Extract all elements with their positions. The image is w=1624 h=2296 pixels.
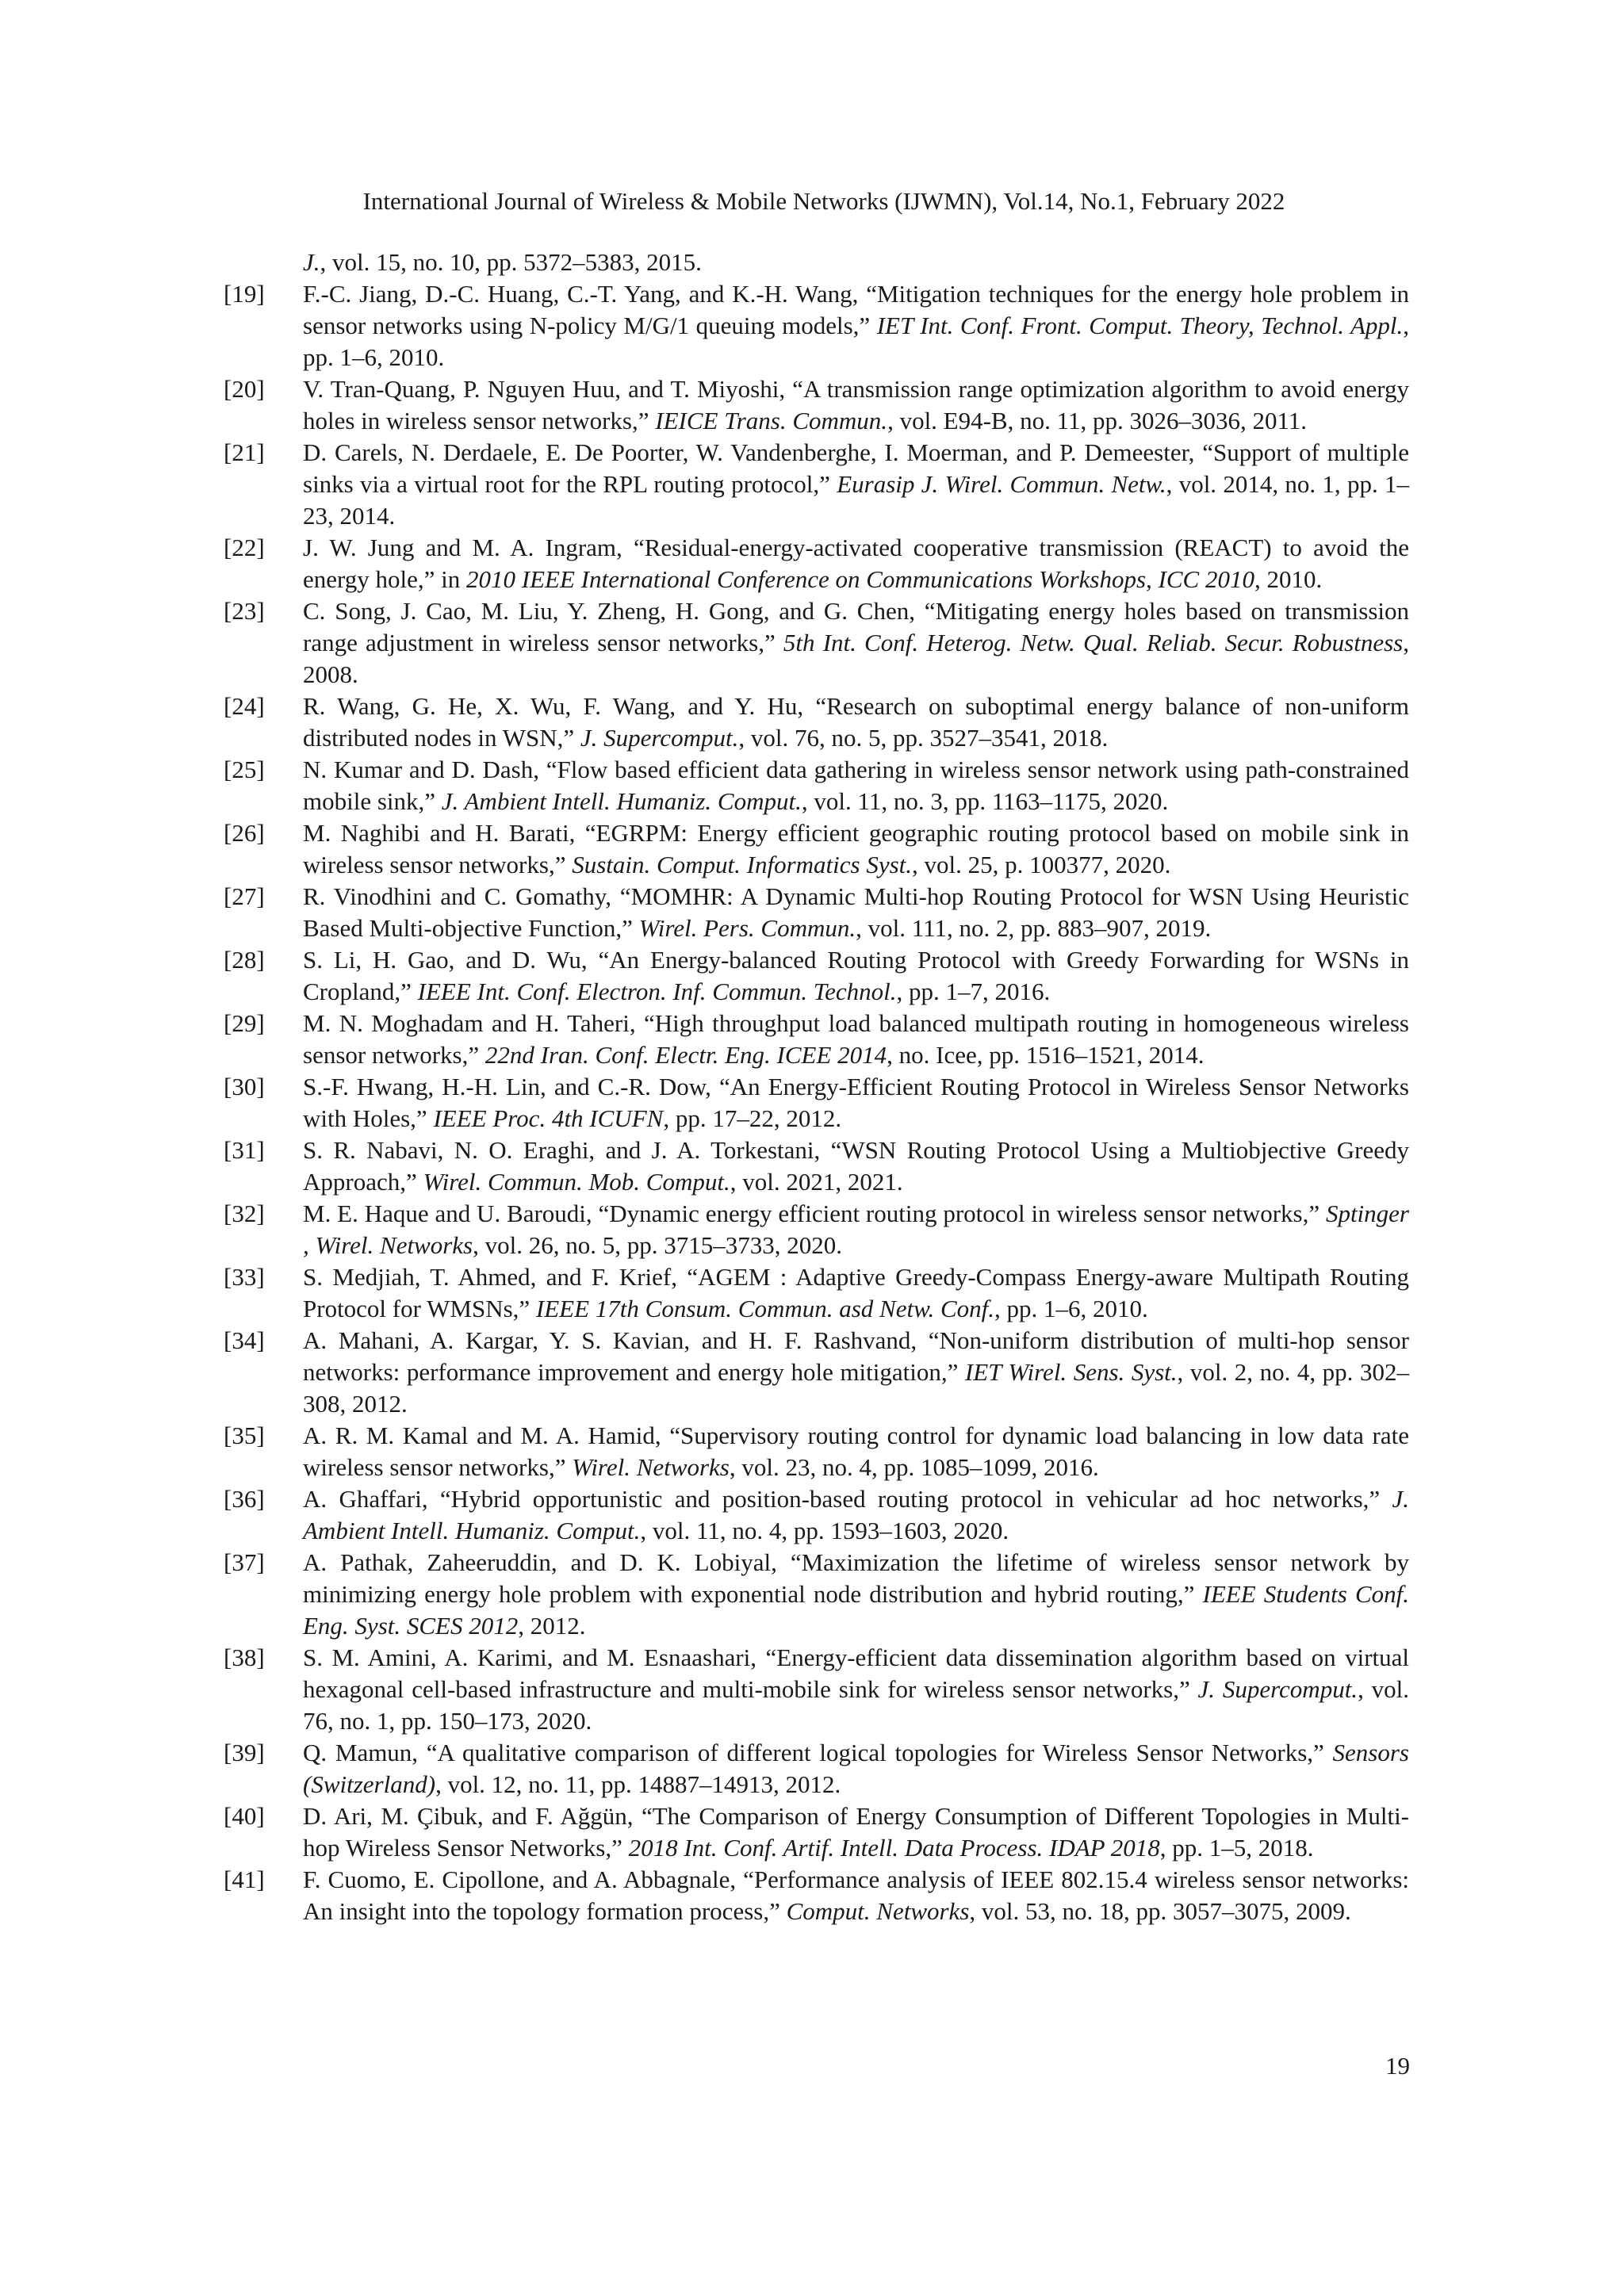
reference-number: [22] [224,534,265,561]
reference-body [303,691,1409,754]
reference-text: , pp. 1–6, 2010. [303,312,1409,371]
reference-body [303,532,1409,595]
reference-venue: 2018 Int. Conf. Artif. Intell. Data Process. IDAP 2018 [628,1834,1160,1862]
reference-text: S. R. Nabavi, N. O. Eraghi, and J. A. Torkestani, “WSN Routing Protocol Using a Multiobjective Greedy Approach,” [303,1136,1409,1196]
reference-text: , vol. 111, no. 2, pp. 883–907, 2019. [856,914,1212,942]
reference-venue: J. Supercomput. [580,724,739,752]
reference-item [224,881,1409,944]
reference-body [303,1008,1409,1071]
reference-number: [39] [224,1739,265,1766]
reference-item [224,1261,1409,1325]
reference-text: F.-C. Jiang, D.-C. Huang, C.-T. Yang, and K.-H. Wang, “Mitigation techniques for the energy hole problem in sensor networks using N-policy M/G/1 queuing models,” [303,280,1409,339]
reference-body [303,944,1409,1008]
reference-number: [34] [224,1326,265,1354]
reference-number: [29] [224,1009,265,1037]
reference-venue: IEEE Int. Conf. Electron. Inf. Commun. Technol. [417,978,897,1005]
reference-text: J. W. Jung and M. A. Ingram, “Residual-energy-activated cooperative transmission (REACT) to avoid the energy hole,” in [303,534,1409,593]
reference-body [303,278,1409,373]
reference-text: V. Tran-Quang, P. Nguyen Huu, and T. Miyoshi, “A transmission range optimization algorithm to avoid energy holes in wireless sensor networks,” [303,375,1409,434]
reference-item [224,1008,1409,1071]
reference-body [303,595,1409,691]
reference-venue: IET Int. Conf. Front. Comput. Theory, Technol. Appl. [876,312,1404,339]
reference-text: , no. Icee, pp. 1516–1521, 2014. [887,1041,1205,1069]
reference-body [303,881,1409,944]
reference-text: D. Ari, M. Çibuk, and F. Ağgün, “The Comparison of Energy Consumption of Different Topologies in Multi-hop Wireless Sensor Networks,” [303,1802,1409,1862]
reference-number: [31] [224,1136,265,1164]
reference-body [303,1483,1409,1547]
reference-venue: 2010 IEEE International Conference on Communications Workshops, ICC 2010 [466,565,1254,593]
reference-item [224,754,1409,817]
reference-text: S. Medjiah, T. Ahmed, and F. Krief, “AGEM : Adaptive Greedy-Compass Energy-aware Multipath Routing Protocol for WMSNs,” [303,1263,1409,1322]
reference-number: [35] [224,1422,265,1449]
reference-text: , vol. 12, no. 11, pp. 14887–14913, 2012. [435,1770,841,1798]
reference-text: M. E. Haque and U. Baroudi, “Dynamic energy efficient routing protocol in wireless sensor networks,” [303,1200,1326,1227]
reference-number: [27] [224,882,265,910]
reference-item [224,373,1409,437]
reference-number: [38] [224,1644,265,1671]
reference-body [303,1547,1409,1642]
reference-venue: Eurasip J. Wirel. Commun. Netw. [837,470,1166,498]
reference-text: , vol. 23, no. 4, pp. 1085–1099, 2016. [729,1453,1099,1481]
reference-item [224,1800,1409,1864]
reference-body [303,1071,1409,1135]
reference-venue: Sptinger , Wirel. Networks [303,1200,1409,1259]
reference-text: A. Ghaffari, “Hybrid opportunistic and position-based routing protocol in vehicular ad hoc networks,” [303,1485,1392,1513]
reference-item [224,1864,1409,1927]
reference-body [303,817,1409,881]
reference-number: [26] [224,819,265,847]
reference-text: S. M. Amini, A. Karimi, and M. Esnaashari, “Energy-efficient data dissemination algorithm based on virtual hexagonal cell-based infrastructure and multi-mobile sink for wireless sensor networks,” [303,1644,1409,1703]
reference-item [224,1642,1409,1737]
reference-text: M. N. Moghadam and H. Taheri, “High throughput load balanced multipath routing in homogeneous wireless sensor networks,” [303,1009,1409,1069]
reference-body [303,1420,1409,1483]
reference-text: , vol. E94-B, no. 11, pp. 3026–3036, 2011. [887,407,1308,434]
reference-text: S.-F. Hwang, H.-H. Lin, and C.-R. Dow, “An Energy-Efficient Routing Protocol in Wireless Sensor Networks with Holes,” [303,1073,1409,1132]
reference-number: [32] [224,1200,265,1227]
reference-venue: J. Supercomput. [1197,1675,1358,1703]
reference-text: C. Song, J. Cao, M. Liu, Y. Zheng, H. Gong, and G. Chen, “Mitigating energy holes based on transmission range adjustment in wireless sensor networks,” [303,597,1409,656]
reference-body [303,1198,1409,1261]
reference-number: [36] [224,1485,265,1513]
reference-text: , vol. 11, no. 3, pp. 1163–1175, 2020. [801,787,1169,815]
reference-venue: 5th Int. Conf. Heterog. Netw. Qual. Reliab. Secur. Robustness [783,629,1404,656]
reference-body [303,754,1409,817]
reference-number: [23] [224,597,265,625]
page-number: 19 [1385,2052,1410,2080]
reference-item [224,595,1409,691]
reference-venue: IEEE Students Conf. Eng. Syst. SCES 2012 [303,1580,1409,1640]
reference-body [303,1864,1409,1927]
reference-venue: IET Wirel. Sens. Syst. [964,1358,1178,1386]
reference-number: [40] [224,1802,265,1830]
reference-body [303,373,1409,437]
reference-text: , vol. 15, no. 10, pp. 5372–5383, 2015. [320,248,702,276]
reference-venue: Wirel. Commun. Mob. Comput. [423,1168,730,1196]
reference-text: , 2010. [1254,565,1323,593]
reference-text: , vol. 11, no. 4, pp. 1593–1603, 2020. [640,1517,1009,1544]
reference-text: , vol. 26, no. 5, pp. 3715–3733, 2020. [473,1231,842,1259]
reference-text: S. Li, H. Gao, and D. Wu, “An Energy-balanced Routing Protocol with Greedy Forwarding for WSNs in Cropland,” [303,946,1409,1005]
reference-text: , pp. 1–6, 2010. [994,1295,1148,1322]
reference-number: [33] [224,1263,265,1291]
reference-number: [41] [224,1866,265,1893]
reference-item [224,944,1409,1008]
reference-item [224,1325,1409,1420]
reference-text: , pp. 17–22, 2012. [663,1104,842,1132]
reference-body [303,1261,1409,1325]
reference-text: , 2012. [518,1612,586,1640]
reference-number: [20] [224,375,265,403]
reference-text: , pp. 1–7, 2016. [896,978,1051,1005]
reference-venue: IEICE Trans. Commun. [655,407,888,434]
reference-item [224,278,1409,373]
reference-venue: 22nd Iran. Conf. Electr. Eng. ICEE 2014 [485,1041,887,1069]
reference-text: A. R. M. Kamal and M. A. Hamid, “Supervisory routing control for dynamic load balancing in low data rate wireless sensor networks,” [303,1422,1409,1481]
reference-item [224,1198,1409,1261]
reference-item [224,691,1409,754]
reference-number: [30] [224,1073,265,1100]
reference-body [303,1642,1409,1737]
reference-text: R. Vinodhini and C. Gomathy, “MOMHR: A Dynamic Multi-hop Routing Protocol for WSN Using Heuristic Based Multi-objective Function,” [303,882,1409,942]
reference-venue: Sensors (Switzerland) [303,1739,1409,1798]
reference-number: [28] [224,946,265,974]
reference-venue: Comput. Networks [786,1897,970,1925]
reference-text: D. Carels, N. Derdaele, E. De Poorter, W. Vandenberghe, I. Moerman, and P. Demeester, “Support of multiple sinks via a virtual root for the RPL routing protocol,” [303,438,1409,498]
reference-venue: IEEE Proc. 4th ICUFN [433,1104,664,1132]
reference-text: R. Wang, G. He, X. Wu, F. Wang, and Y. Hu, “Research on suboptimal energy balance of non-uniform distributed nodes in WSN,” [303,692,1409,752]
reference-venue: Wirel. Pers. Commun. [638,914,856,942]
reference-item [224,532,1409,595]
reference-text: M. Naghibi and H. Barati, “EGRPM: Energy efficient geographic routing protocol based on mobile sink in wireless sensor networks,” [303,819,1409,878]
reference-list [224,247,1409,1927]
reference-venue: J. [303,248,320,276]
reference-text: F. Cuomo, E. Cipollone, and A. Abbagnale, “Performance analysis of IEEE 802.15.4 wireless sensor networks: An insight into the topology formation process,” [303,1866,1409,1925]
reference-text: , vol. 76, no. 1, pp. 150–173, 2020. [303,1675,1409,1735]
reference-text: , vol. 2, no. 4, pp. 302–308, 2012. [303,1358,1409,1418]
reference-text: , vol. 53, no. 18, pp. 3057–3075, 2009. [969,1897,1351,1925]
reference-text: , 2008. [303,629,1409,688]
running-header: International Journal of Wireless & Mobile Networks (IJWMN), Vol.14, No.1, February 2022 [362,187,1285,215]
reference-venue: J. Ambient Intell. Humaniz. Comput. [303,1485,1409,1544]
reference-text: , vol. 2014, no. 1, pp. 1–23, 2014. [303,470,1409,530]
reference-item [224,1737,1409,1800]
reference-text: , vol. 76, no. 5, pp. 3527–3541, 2018. [738,724,1109,752]
reference-venue: J. Ambient Intell. Humaniz. Comput. [441,787,802,815]
reference-item [224,1071,1409,1135]
reference-text: , pp. 1–5, 2018. [1159,1834,1314,1862]
reference-item [224,1420,1409,1483]
reference-body [303,1325,1409,1420]
reference-body [303,1737,1409,1800]
reference-venue: Sustain. Comput. Informatics Syst. [572,851,913,878]
reference-number: [25] [224,756,265,783]
reference-text: A. Mahani, A. Kargar, Y. S. Kavian, and H. F. Rashvand, “Non-uniform distribution of multi-hop sensor networks: performance improvement and energy hole mitigation,” [303,1326,1409,1386]
reference-text: Q. Mamun, “A qualitative comparison of different logical topologies for Wireless Sensor Networks,” [303,1739,1333,1766]
reference-text: , vol. 25, p. 100377, 2020. [912,851,1171,878]
reference-item [224,817,1409,881]
reference-number: [21] [224,438,265,466]
reference-item [224,1135,1409,1198]
reference-body [303,437,1409,532]
reference-number: [24] [224,692,265,720]
reference-body [303,1135,1409,1198]
reference-venue: IEEE 17th Consum. Commun. asd Netw. Conf. [535,1295,995,1322]
reference-item [224,1483,1409,1547]
reference-venue: Wirel. Networks [572,1453,730,1481]
reference-number: [19] [224,280,265,308]
reference-text: N. Kumar and D. Dash, “Flow based efficient data gathering in wireless sensor network using path-constrained mobile sink,” [303,756,1409,815]
reference-continuation [224,247,1409,278]
reference-text: , vol. 2021, 2021. [730,1168,903,1196]
reference-item [224,437,1409,532]
reference-body [303,1800,1409,1864]
reference-item [224,1547,1409,1642]
reference-text: A. Pathak, Zaheeruddin, and D. K. Lobiyal, “Maximization the lifetime of wireless sensor network by minimizing energy hole problem with exponential node distribution and hybrid routing,” [303,1548,1409,1608]
reference-number: [37] [224,1548,265,1576]
